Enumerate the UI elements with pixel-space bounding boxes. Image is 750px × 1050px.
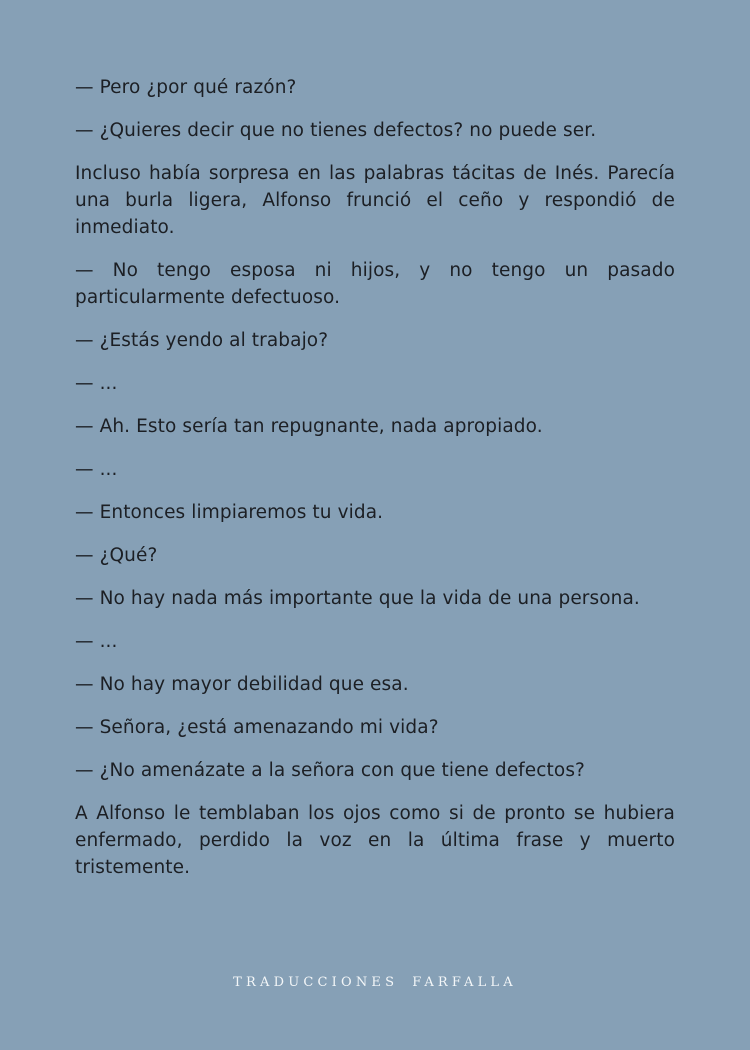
paragraph-15: — ¿No amenázate a la señora con que tiene defectos?	[75, 760, 585, 781]
paragraph-9: — Entonces limpiaremos tu vida.	[75, 502, 384, 523]
paragraph-6: — ...	[75, 373, 118, 394]
paragraph-1: — Pero ¿por qué razón?	[75, 77, 297, 98]
paragraph-14: — Señora, ¿está amenazando mi vida?	[75, 717, 439, 738]
text-body	[75, 74, 675, 897]
footer-credit	[0, 975, 750, 990]
paragraph-13: — No hay mayor debilidad que esa.	[75, 674, 409, 695]
paragraph-2: — ¿Quieres decir que no tienes defectos? no puede ser.	[75, 120, 597, 141]
footer-word-2: FARFALLA	[412, 975, 517, 990]
paragraph-11: — No hay nada más importante que la vida de una persona.	[75, 588, 640, 609]
paragraph-7: — Ah. Esto sería tan repugnante, nada apropiado.	[75, 416, 543, 437]
paragraph-16: A Alfonso le temblaban los ojos como si de pronto se hubiera enfermado, perdido la voz en la última frase y muerto tristemente.	[75, 803, 675, 878]
paragraph-8: — ...	[75, 459, 118, 480]
paragraph-12: — ...	[75, 631, 118, 652]
footer-word-1: TRADUCCIONES	[233, 975, 399, 990]
paragraph-5: — ¿Estás yendo al trabajo?	[75, 330, 329, 351]
paragraph-10: — ¿Qué?	[75, 545, 158, 566]
paragraph-4: — No tengo esposa ni hijos, y no tengo un pasado particularmente defectuoso.	[75, 260, 675, 308]
paragraph-3: Incluso había sorpresa en las palabras tácitas de Inés. Parecía una burla ligera, Alfonso frunció el ceño y respondió de inmediato.	[75, 163, 675, 238]
